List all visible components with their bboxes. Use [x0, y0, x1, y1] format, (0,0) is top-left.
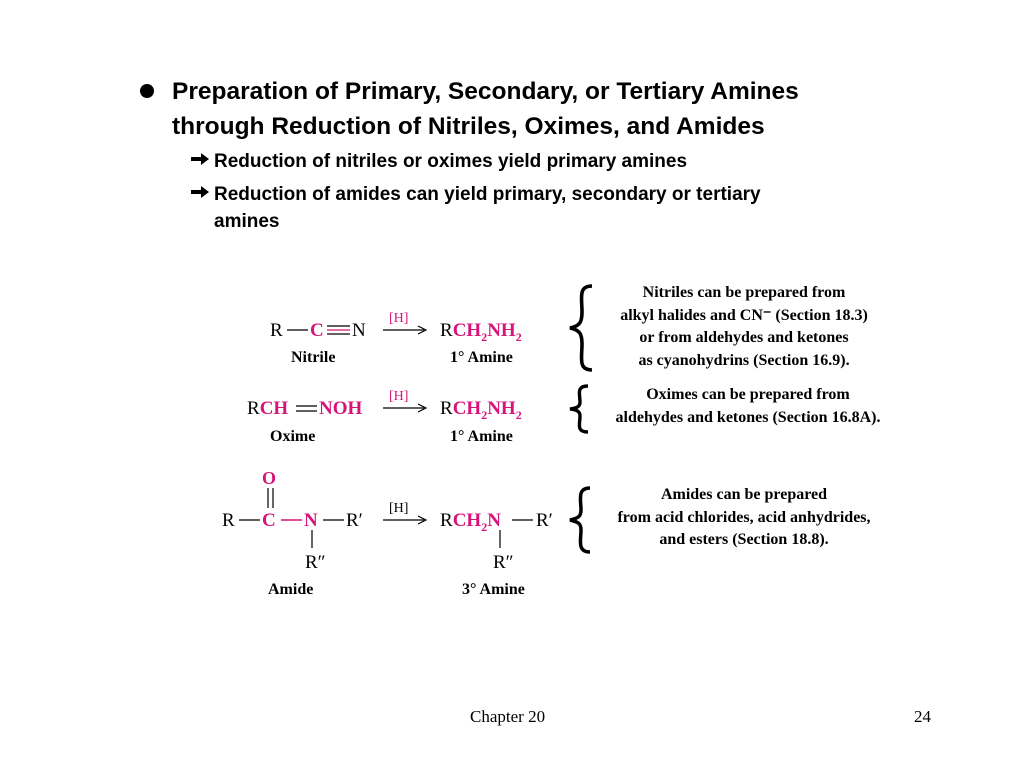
sub-point-text: Reduction of nitriles or oximes yield primary amines [214, 151, 688, 172]
amine-label: 1° Amine [450, 428, 513, 445]
sub-point-text: amines [214, 211, 280, 232]
note-line: Oximes can be prepared from [646, 386, 850, 403]
amide-reaction [222, 468, 590, 598]
note-line: from acid chlorides, acid anhydrides, [617, 508, 871, 526]
sub-point-text: Reduction of amides can yield primary, secondary or tertiary [214, 184, 761, 205]
amine-label: 3° Amine [462, 581, 525, 598]
amide-note [590, 484, 898, 552]
note-line: as cyanohydrins (Section 16.9). [638, 351, 850, 369]
svg-text:R″: R″ [305, 552, 326, 573]
note-line: aldehydes and ketones (Section 16.8A). [615, 408, 881, 426]
oxime-label: Oxime [270, 428, 316, 445]
note-line: Nitriles can be prepared from [642, 284, 846, 301]
primary-amine-formula: $RCH_2NH_2$ [440, 398, 522, 422]
svg-text:N: N [304, 510, 318, 531]
svg-text:R′: R′ [536, 510, 553, 531]
nitrile-label: Nitrile [291, 349, 336, 366]
page-number: 24 [914, 707, 931, 726]
note-line: Amides can be prepared [660, 486, 828, 503]
svg-text:C: C [310, 320, 324, 341]
amine-label: 1° Amine [450, 349, 513, 366]
title-line: Preparation of Primary, Secondary, or Tertiary Amines [172, 78, 799, 105]
reagent-label: [H] [389, 501, 409, 516]
svg-text:R″: R″ [493, 552, 514, 573]
note-line: or from aldehydes and ketones [639, 329, 849, 346]
reagent-label: [H] [389, 389, 409, 404]
svg-text:O: O [262, 468, 277, 488]
svg-text:N: N [352, 320, 366, 341]
title-line: through Reduction of Nitriles, Oximes, and Amides [172, 113, 765, 140]
note-line: and esters (Section 18.8). [659, 531, 829, 548]
reagent-label: [H] [389, 311, 409, 326]
svg-text:R: R [222, 510, 235, 531]
tertiary-amine-formula: $RCH_2N$ [440, 510, 501, 534]
primary-amine-formula: $RCH_2NH_2$ [440, 320, 522, 344]
amide-label: Amide [268, 581, 314, 598]
nitrile-formula: R [270, 320, 283, 341]
svg-text:C: C [262, 510, 276, 531]
svg-text:R′: R′ [346, 510, 363, 531]
nitrile-note [596, 282, 892, 372]
brace-icon [570, 286, 592, 370]
oxime-reaction [247, 386, 588, 445]
note-line: alkyl halides and CN⁻ (Section 18.3) [620, 306, 868, 324]
oxime-note [586, 384, 910, 429]
brace-icon [570, 488, 590, 552]
footer-chapter: Chapter 20 [470, 707, 546, 726]
nitrile-reaction [270, 286, 592, 370]
svg-text:NOH: NOH [319, 398, 363, 419]
oxime-formula: RCH [247, 398, 289, 419]
